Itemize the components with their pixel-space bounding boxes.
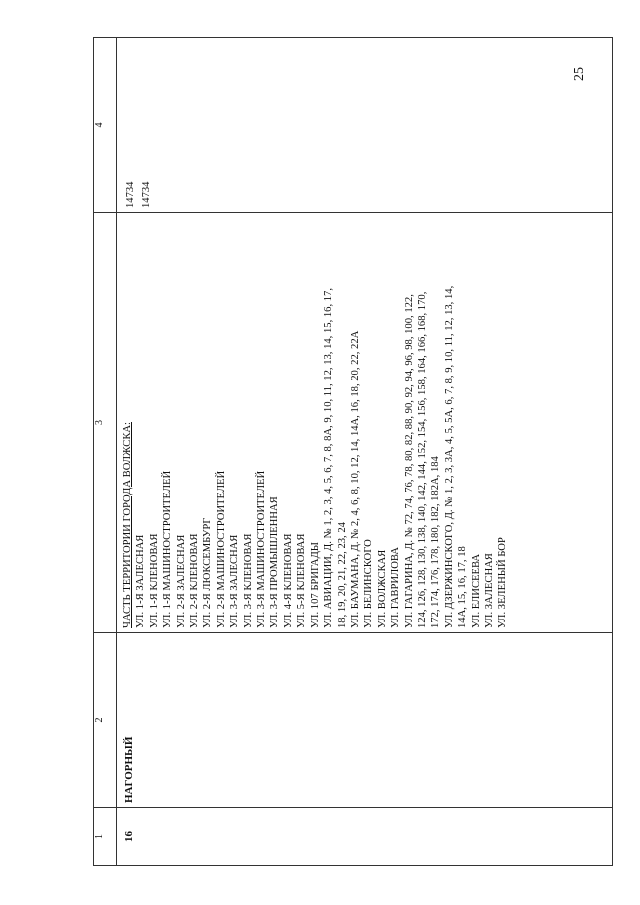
table-row: [117, 38, 613, 866]
street-line: 124, 126, 128, 130, 138, 140, 142, 144, 152, 154, 156, 158, 164, 166, 168, 170,: [416, 291, 428, 628]
street-line: УЛ. 3-Я ЗАЛЕСНАЯ: [229, 534, 241, 628]
districts-table: [93, 37, 613, 866]
street-line: УЛ. ДЗЕРЖИНСКОГО, Д. № 1, 2, 3, 3А, 4, 5, 5А, 6, 7, 8, 9, 10, 11, 12, 13, 14,: [443, 285, 455, 628]
street-line: УЛ. 107 БРИГАДЫ: [309, 541, 321, 628]
street-line: УЛ. 5-Я КЛЕНОВАЯ: [296, 533, 308, 628]
street-line: УЛ. БАУМАНА, Д. № 2, 4, 6, 8, 10, 12, 14, 14А, 16, 18, 20, 22, 22А: [349, 330, 361, 628]
rotated-document: [93, 38, 613, 866]
row-number: 16: [117, 808, 613, 866]
street-line: УЛ. БЕЛИНСКОГО: [363, 539, 375, 628]
header-col-1: 1: [94, 808, 117, 866]
street-line: 18, 19, 20, 21, 22, 23, 24: [336, 522, 348, 628]
header-col-2: 2: [94, 633, 117, 808]
street-line: 172, 174, 176, 178, 180, 182, 182А, 184: [430, 456, 442, 628]
street-line: УЛ. ЕЛИСЕЕВА: [470, 553, 482, 628]
street-line: 14А, 15, 16, 17, 18: [457, 546, 469, 628]
page-number: 25: [572, 67, 587, 81]
street-line: УЛ. 3-Я КЛЕНОВАЯ: [242, 533, 254, 628]
population-value: 14734: [125, 181, 136, 208]
street-line: УЛ. 2-Я ЗАЛЕСНАЯ: [175, 534, 187, 628]
street-line: УЛ. ЗАЛЕСНАЯ: [483, 553, 495, 628]
street-line: УЛ. 1-Я МАШИНОСТРОИТЕЛЕЙ: [162, 470, 174, 628]
street-line: УЛ. 1-Я КЛЕНОВАЯ: [148, 533, 160, 628]
street-line: УЛ. АВИАЦИИ, Д. № 1, 2, 3, 4, 5, 6, 7, 8, 8А, 9, 10, 11, 12, 13, 14, 15, 16, 17,: [323, 287, 335, 628]
header-col-3: 3: [94, 213, 117, 633]
section-title: ЧАСТЬ ТЕРРИТОРИИ ГОРОДА ВОЛЖСКА:: [122, 422, 133, 628]
street-line: УЛ. 2-Я КЛЕНОВАЯ: [189, 533, 201, 628]
streets-cell: [117, 213, 613, 633]
street-line: УЛ. ЗЕЛЕНЫЙ БОР: [497, 537, 509, 628]
street-line: УЛ. 3-Я МАШИНОСТРОИТЕЛЕЙ: [256, 470, 268, 628]
table-header-row: [94, 38, 117, 866]
streets-list: [134, 217, 509, 628]
street-line: УЛ. ГАВРИЛОВА: [390, 547, 402, 628]
population-cell: [117, 38, 613, 213]
street-line: УЛ. 3-Я ПРОМЫШЛЕННАЯ: [269, 496, 281, 628]
street-line: УЛ. ГАГАРИНА, Д. № 72, 74, 76, 78, 80, 82, 88, 90, 92, 94, 96, 98, 100, 122,: [403, 294, 415, 628]
street-line: УЛ. 4-Я КЛЕНОВАЯ: [282, 533, 294, 628]
street-line: УЛ. ВОЛЖСКАЯ: [376, 549, 388, 628]
street-line: УЛ. 2-Я МАШИНОСТРОИТЕЛЕЙ: [215, 470, 227, 628]
street-line: УЛ. 1-Я ЗАЛЕСНАЯ: [135, 534, 147, 628]
population-value: 14734: [141, 181, 152, 208]
district-name: НАГОРНЫЙ: [117, 633, 613, 808]
street-line: УЛ. 2-Я ЛЮКСЕМБУРГ: [202, 517, 214, 628]
header-col-4: 4: [94, 38, 117, 213]
